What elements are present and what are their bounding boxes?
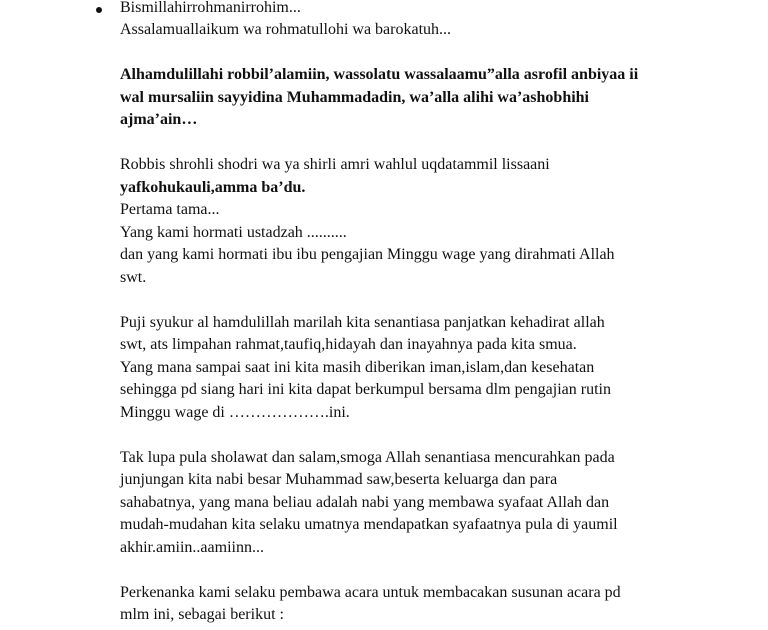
hamdalah-line-1: Alhamdulillahi robbil’alamiin, wassolatu wassalaamu”alla asrofil anbiyaa ii	[120, 66, 639, 83]
gratitude-line-1: Puji syukur al hamdulillah marilah kita senantiasa panjatkan kehadirat allah	[120, 314, 605, 331]
sholawat-line-2: junjungan kita nabi besar Muhammad saw,beserta keluarga dan para	[120, 471, 558, 488]
hamdalah-line-2: wal mursaliin sayyidina Muhammadadin, wa’alla alihi wa’ashobhihi	[120, 89, 589, 106]
sholawat-line-4: mudah-mudahan kita selaku umatnya mendapatkan syafaatnya pula di yaumil	[120, 516, 618, 533]
greeting-salam: Assalamuallaikum wa rohmatullohi wa barokatuh...	[120, 21, 452, 38]
hamdalah-line-3: ajma’ain…	[120, 111, 198, 128]
greeting-basmalah: Bismillahirrohmanirrohim...	[120, 0, 301, 16]
respect-audience-line-1: dan yang kami hormati ibu ibu pengajian Minggu wage yang dirahmati Allah	[120, 246, 615, 263]
gratitude-line-2: swt, ats limpahan rahmat,taufiq,hidayah dan inayahnya pada kita smua.	[120, 336, 577, 353]
opening-line: Pertama tama...	[120, 201, 220, 218]
sholawat-line-1: Tak lupa pula sholawat dan salam,smoga Allah senantiasa mencurahkan pada	[120, 449, 615, 466]
sholawat-line-3: sahabatnya, yang mana beliau adalah nabi yang membawa syafaat Allah dan	[120, 494, 610, 511]
gratitude-line-3: Yang mana sampai saat ini kita masih diberikan iman,islam,dan kesehatan	[120, 359, 595, 376]
bullet-icon	[96, 7, 102, 13]
prayer-line-2: yafkohukauli,amma ba’du.	[120, 179, 306, 196]
gratitude-line-5: Minggu wage di ……………….ini.	[120, 404, 350, 421]
sholawat-line-5: akhir.amiin..aamiinn...	[120, 539, 264, 556]
respect-audience-line-2: swt.	[120, 269, 147, 286]
gratitude-line-4: sehingga pd siang hari ini kita dapat berkumpul bersama dlm pengajian rutin	[120, 381, 611, 398]
agenda-intro-line-2: mlm ini, sebagai berikut :	[120, 606, 284, 623]
respect-ustadzah-line: Yang kami hormati ustadzah ..........	[120, 224, 347, 241]
prayer-line-1: Robbis shrohli shodri wa ya shirli amri wahlul uqdatammil lissaani	[120, 156, 550, 173]
agenda-intro-line-1: Perkenanka kami selaku pembawa acara untuk membacakan susunan acara pd	[120, 584, 621, 601]
